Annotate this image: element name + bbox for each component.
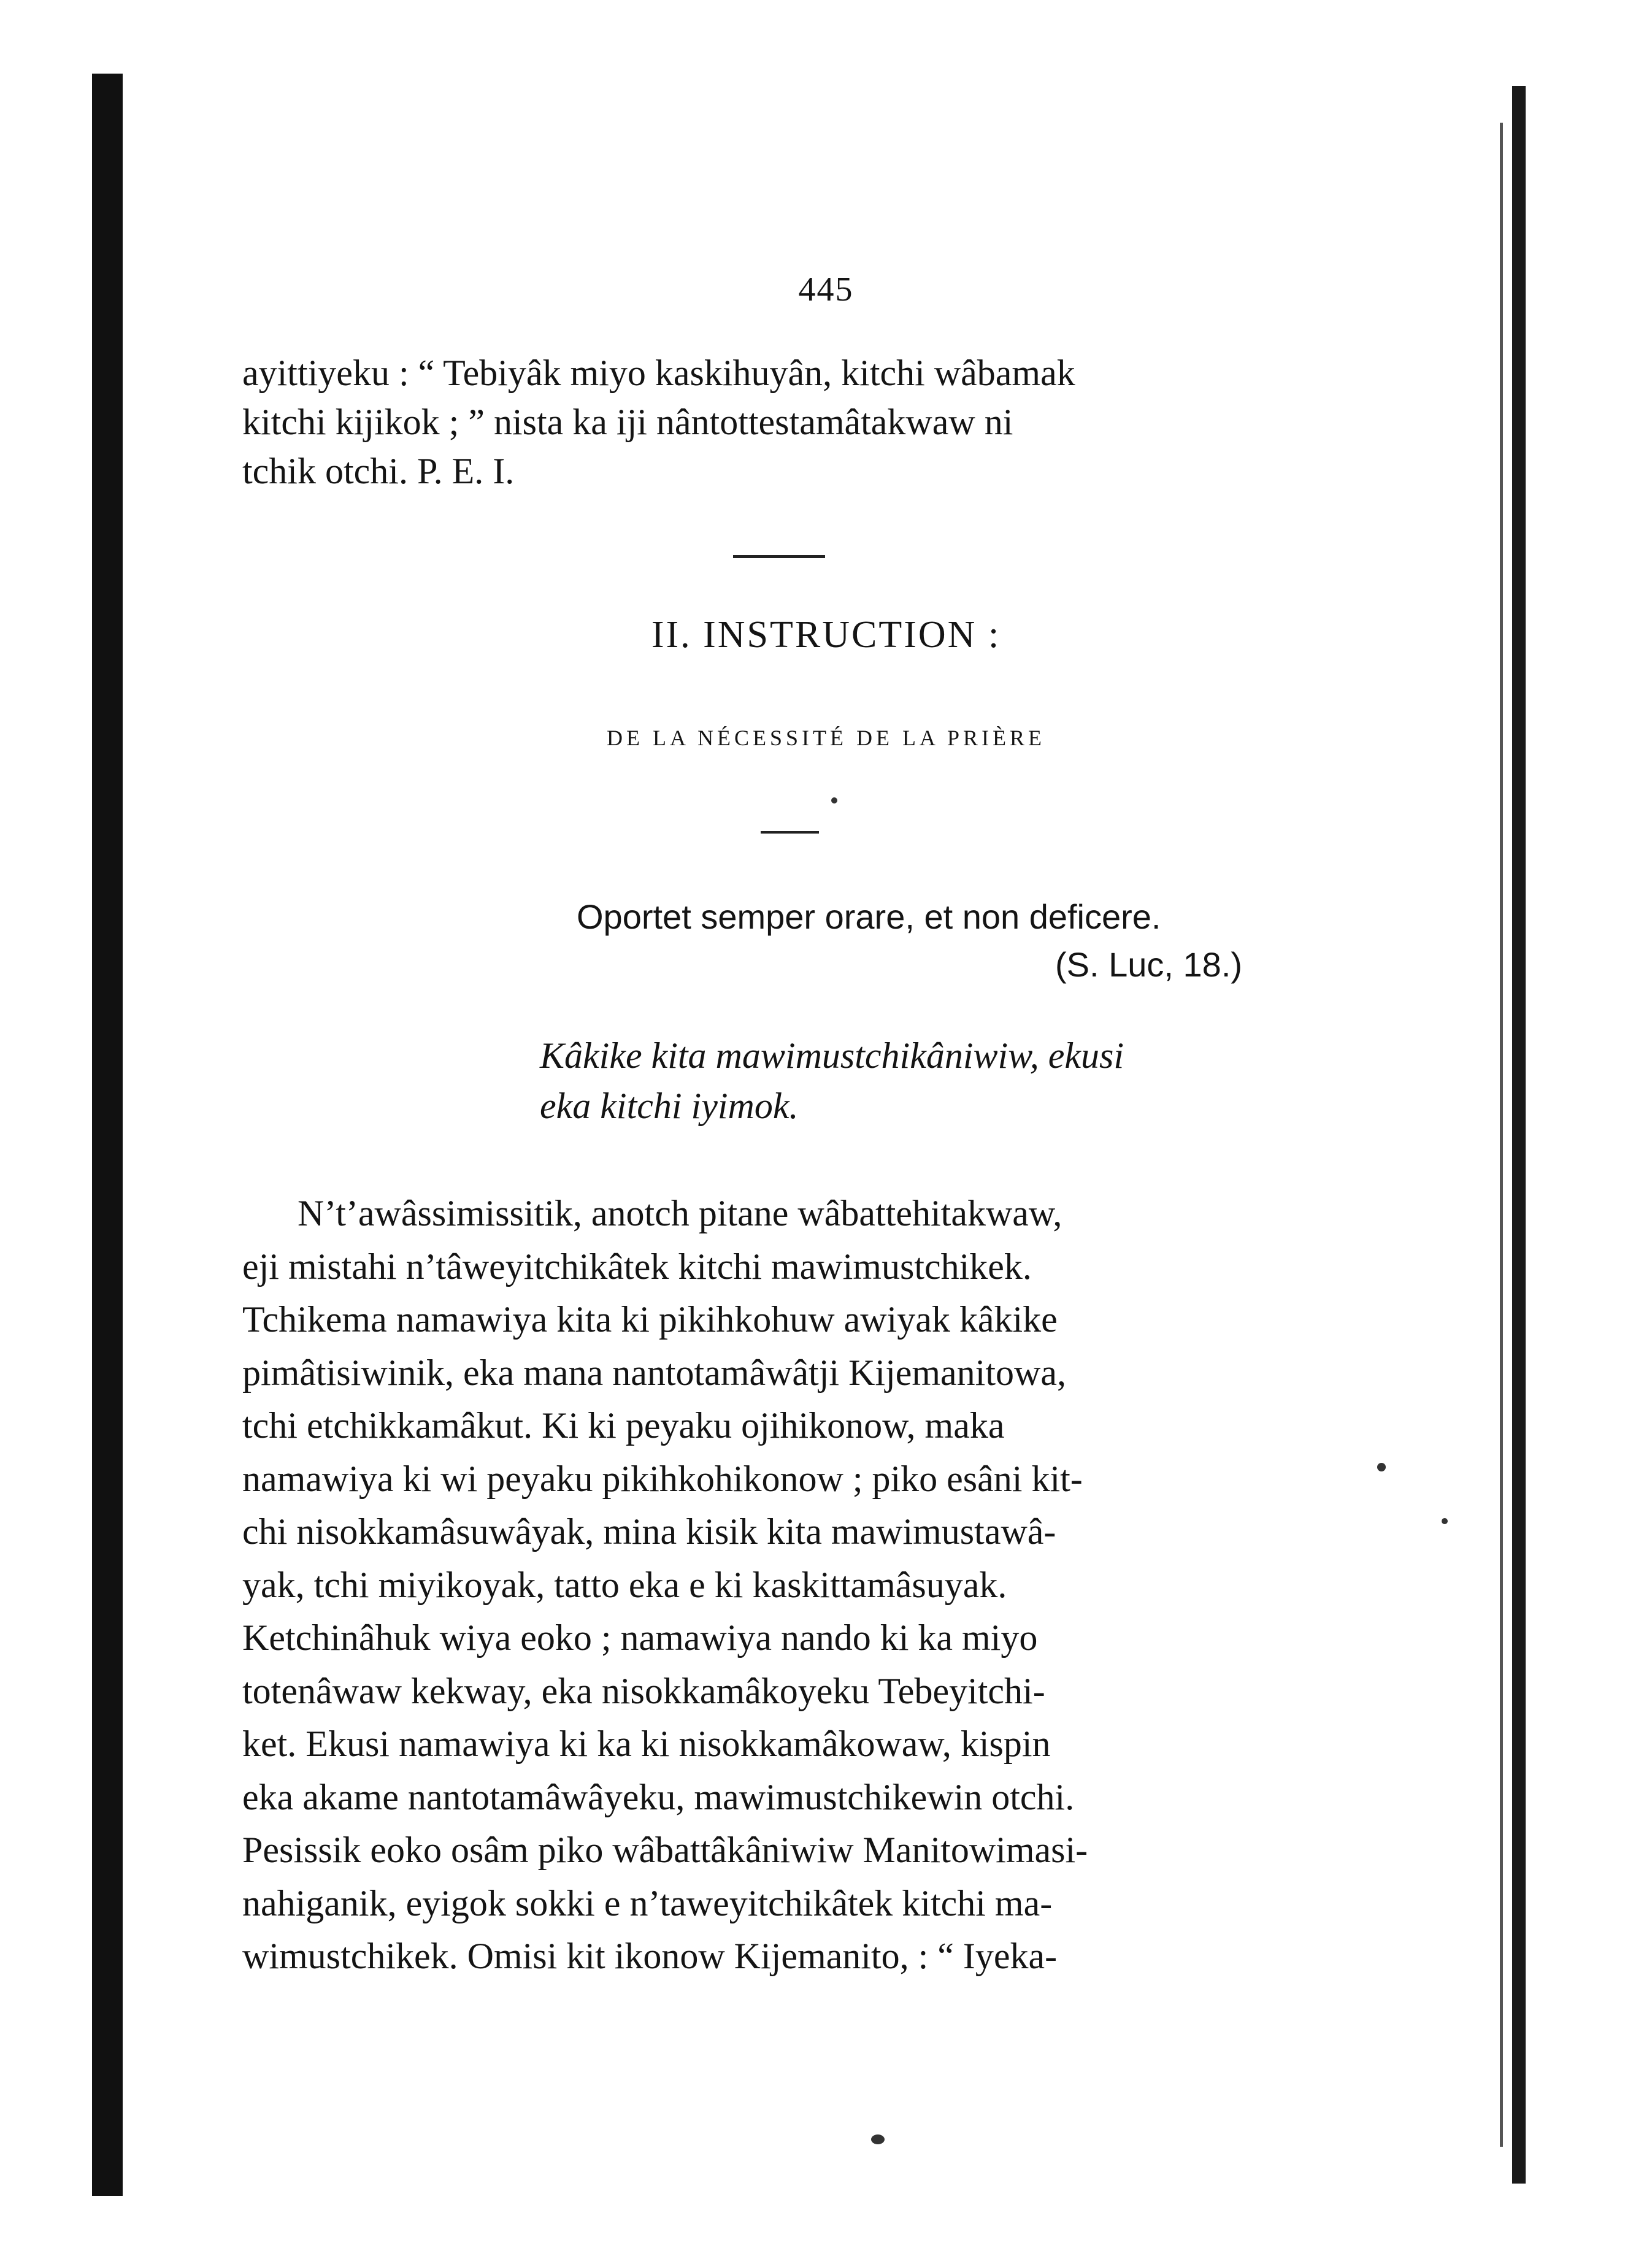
opening-paragraph xyxy=(242,348,1322,496)
body-line: Ketchinâhuk wiya eoko ; namawiya nando ki ka miyo xyxy=(242,1617,1038,1658)
section-subtitle: DE LA NÉCESSITÉ DE LA PRIÈRE xyxy=(607,726,1045,750)
section-title: II. INSTRUCTION : xyxy=(651,614,1001,656)
scan-edge-right-thin xyxy=(1500,123,1503,2147)
body-line: nahiganik, eyigok sokki e n’taweyitchikâtek kitchi ma- xyxy=(242,1882,1053,1923)
opening-line: tchik otchi. P. E. I. xyxy=(242,451,515,491)
opening-line-text: ayittiyeku : “ Tebiyâk miyo kaskihuyân, kitchi wâbamak xyxy=(242,353,1075,393)
body-line: chi nisokkamâsuwâyak, mina kisik kita mawimustawâ- xyxy=(242,1511,1056,1552)
body-line: totenâwaw kekway, eka nisokkamâkoyeku Tebeyitchi- xyxy=(242,1670,1045,1711)
ink-speck xyxy=(1442,1518,1448,1524)
scan-edge-right xyxy=(1512,86,1526,2184)
body-line: yak, tchi miyikoyak, tatto eka e ki kaskittamâsuyak. xyxy=(242,1564,1007,1605)
ink-speck xyxy=(1377,1463,1386,1471)
ink-speck xyxy=(871,2134,885,2144)
body-line: Tchikema namawiya kita ki pikihkohuw awiyak kâkike xyxy=(242,1299,1058,1340)
ink-speck xyxy=(831,797,837,803)
body-line: tchi etchikkamâkut. Ki ki peyaku ojihikonow, maka xyxy=(242,1405,1005,1446)
body-line: pimâtisiwinik, eka mana nantotamâwâtji Kijemanitowa, xyxy=(242,1352,1066,1393)
separator-rule xyxy=(733,555,825,558)
body-paragraph xyxy=(242,1187,1331,1983)
body-line: wimustchikek. Omisi kit ikonow Kijemanito, : “ Iyeka- xyxy=(242,1936,1058,1976)
separator-rule-short xyxy=(761,831,819,834)
body-line: Pesissik eoko osâm piko wâbattâkâniwiw Manitowimasi- xyxy=(242,1830,1088,1870)
opening-line xyxy=(242,348,1322,397)
epigraph-translation xyxy=(540,1030,1322,1131)
opening-line xyxy=(242,397,1322,447)
body-line: N’t’awâssimissitik, anotch pitane wâbattehitakwaw, xyxy=(298,1193,1062,1233)
body-line: ket. Ekusi namawiya ki ka ki nisokkamâkowaw, kispin xyxy=(242,1724,1051,1764)
opening-line-text: kitchi kijikok ; ” nista ka iji nântottestamâtakwaw ni xyxy=(242,402,1013,442)
body-line: namawiya ki wi peyaku pikihkohikonow ; piko esâni kit- xyxy=(242,1458,1083,1499)
latin-epigraph: Oportet semper orare, et non deficere. xyxy=(577,897,1161,936)
body-line: eji mistahi n’tâweyitchikâtek kitchi mawimustchikek. xyxy=(242,1246,1032,1287)
scan-edge-left xyxy=(92,74,123,2196)
page-number: 445 xyxy=(798,270,854,309)
body-line: eka akame nantotamâwâyeku, mawimustchikewin otchi. xyxy=(242,1776,1075,1817)
translation-line: eka kitchi iyimok. xyxy=(540,1086,799,1126)
translation-line: Kâkike kita mawimustchikâniwiw, ekusi xyxy=(540,1035,1124,1076)
epigraph-source: (S. Luc, 18.) xyxy=(1055,945,1243,984)
